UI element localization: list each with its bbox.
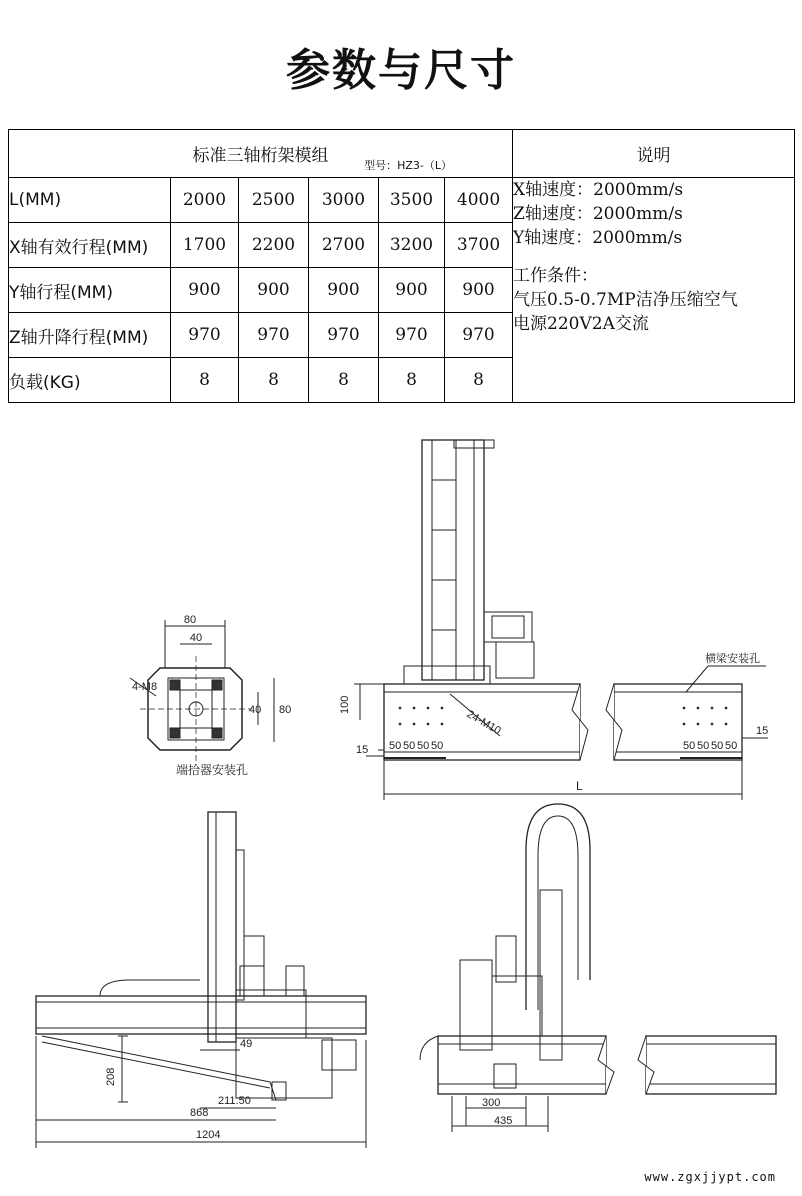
dim-50-label: 50 bbox=[697, 740, 710, 752]
speed-y: Y轴速度：2000mm/s bbox=[513, 228, 683, 248]
desc-header: 说明 bbox=[513, 130, 795, 178]
dim-49-label: 49 bbox=[240, 1038, 253, 1050]
table-cell: 900 bbox=[379, 268, 445, 313]
dim-50-label: 50 bbox=[431, 740, 444, 752]
table-cell: 2700 bbox=[309, 223, 379, 268]
dim-50-label: 50 bbox=[403, 740, 416, 752]
table-row bbox=[9, 178, 795, 223]
condition-title: 工作条件： bbox=[513, 266, 599, 286]
description-cell bbox=[513, 178, 795, 403]
dim-100-label: 100 bbox=[339, 695, 351, 714]
table-cell: 8 bbox=[445, 358, 513, 403]
dim-50-label: 50 bbox=[711, 740, 724, 752]
row-label: L(MM) bbox=[9, 178, 171, 223]
dim-40v-label: 40 bbox=[249, 704, 262, 716]
table-cell: 8 bbox=[239, 358, 309, 403]
row-label: Z轴升降行程(MM) bbox=[9, 313, 171, 358]
beam-hole-label: 横梁安装孔 bbox=[705, 653, 760, 665]
table-cell: 970 bbox=[171, 313, 239, 358]
screw-m10-label: 24-M10 bbox=[464, 708, 503, 738]
condition-power: 电源220V2A交流 bbox=[513, 314, 649, 334]
condition-air: 气压0.5-0.7MP洁净压缩空气 bbox=[513, 290, 738, 310]
speed-z: Z轴速度：2000mm/s bbox=[513, 204, 683, 224]
table-cell: 8 bbox=[379, 358, 445, 403]
module-title-cell bbox=[9, 130, 513, 178]
table-cell: 2000 bbox=[171, 178, 239, 223]
table-cell: 970 bbox=[379, 313, 445, 358]
speed-x: X轴速度：2000mm/s bbox=[513, 180, 684, 200]
table-cell: 900 bbox=[239, 268, 309, 313]
table-cell: 970 bbox=[239, 313, 309, 358]
dim-50-label: 50 bbox=[417, 740, 430, 752]
table-cell: 4000 bbox=[445, 178, 513, 223]
table-cell: 900 bbox=[309, 268, 379, 313]
dim-300-label: 300 bbox=[482, 1097, 501, 1109]
spec-table bbox=[8, 129, 795, 403]
dim-l-label: L bbox=[576, 779, 583, 793]
dim-50-label: 50 bbox=[389, 740, 402, 752]
module-title: 标准三轴桁架模组 bbox=[192, 146, 329, 166]
table-cell: 2200 bbox=[239, 223, 309, 268]
dim-15-right-label: 15 bbox=[756, 725, 769, 737]
table-cell: 3700 bbox=[445, 223, 513, 268]
technical-drawing bbox=[0, 420, 802, 1160]
screw-4m8-label: 4-M8 bbox=[132, 681, 158, 693]
table-cell: 1700 bbox=[171, 223, 239, 268]
dim-50-label: 50 bbox=[683, 740, 696, 752]
table-cell: 900 bbox=[171, 268, 239, 313]
dim-868-label: 868 bbox=[190, 1107, 209, 1119]
row-label: 负载(KG) bbox=[9, 358, 171, 403]
dim-40-label: 40 bbox=[189, 632, 203, 644]
table-cell: 3500 bbox=[379, 178, 445, 223]
row-label: Y轴行程(MM) bbox=[9, 268, 171, 313]
profile-caption: 端拾器安装孔 bbox=[176, 763, 249, 777]
dim-211-label: 211.50 bbox=[218, 1095, 251, 1107]
dim-80v-label: 80 bbox=[279, 704, 292, 716]
model-label: 型号：HZ3-（L） bbox=[364, 159, 453, 172]
row-label: X轴有效行程(MM) bbox=[9, 223, 171, 268]
dim-208-label: 208 bbox=[105, 1067, 117, 1086]
page-title: 参数与尺寸 bbox=[286, 45, 516, 96]
table-cell: 2500 bbox=[239, 178, 309, 223]
side-view bbox=[36, 812, 366, 1148]
dim-15-left-label: 15 bbox=[356, 744, 369, 756]
dim-435-label: 435 bbox=[494, 1115, 513, 1127]
end-view bbox=[420, 804, 776, 1132]
table-cell: 900 bbox=[445, 268, 513, 313]
table-cell: 3000 bbox=[309, 178, 379, 223]
dim-50-label: 50 bbox=[725, 740, 738, 752]
table-cell: 3200 bbox=[379, 223, 445, 268]
table-cell: 8 bbox=[309, 358, 379, 403]
dim-1204-label: 1204 bbox=[196, 1129, 221, 1141]
table-cell: 970 bbox=[445, 313, 513, 358]
dim-80-label: 80 bbox=[183, 614, 197, 626]
watermark: www.zgxjjypt.com bbox=[644, 1170, 776, 1184]
table-cell: 970 bbox=[309, 313, 379, 358]
table-cell: 8 bbox=[171, 358, 239, 403]
